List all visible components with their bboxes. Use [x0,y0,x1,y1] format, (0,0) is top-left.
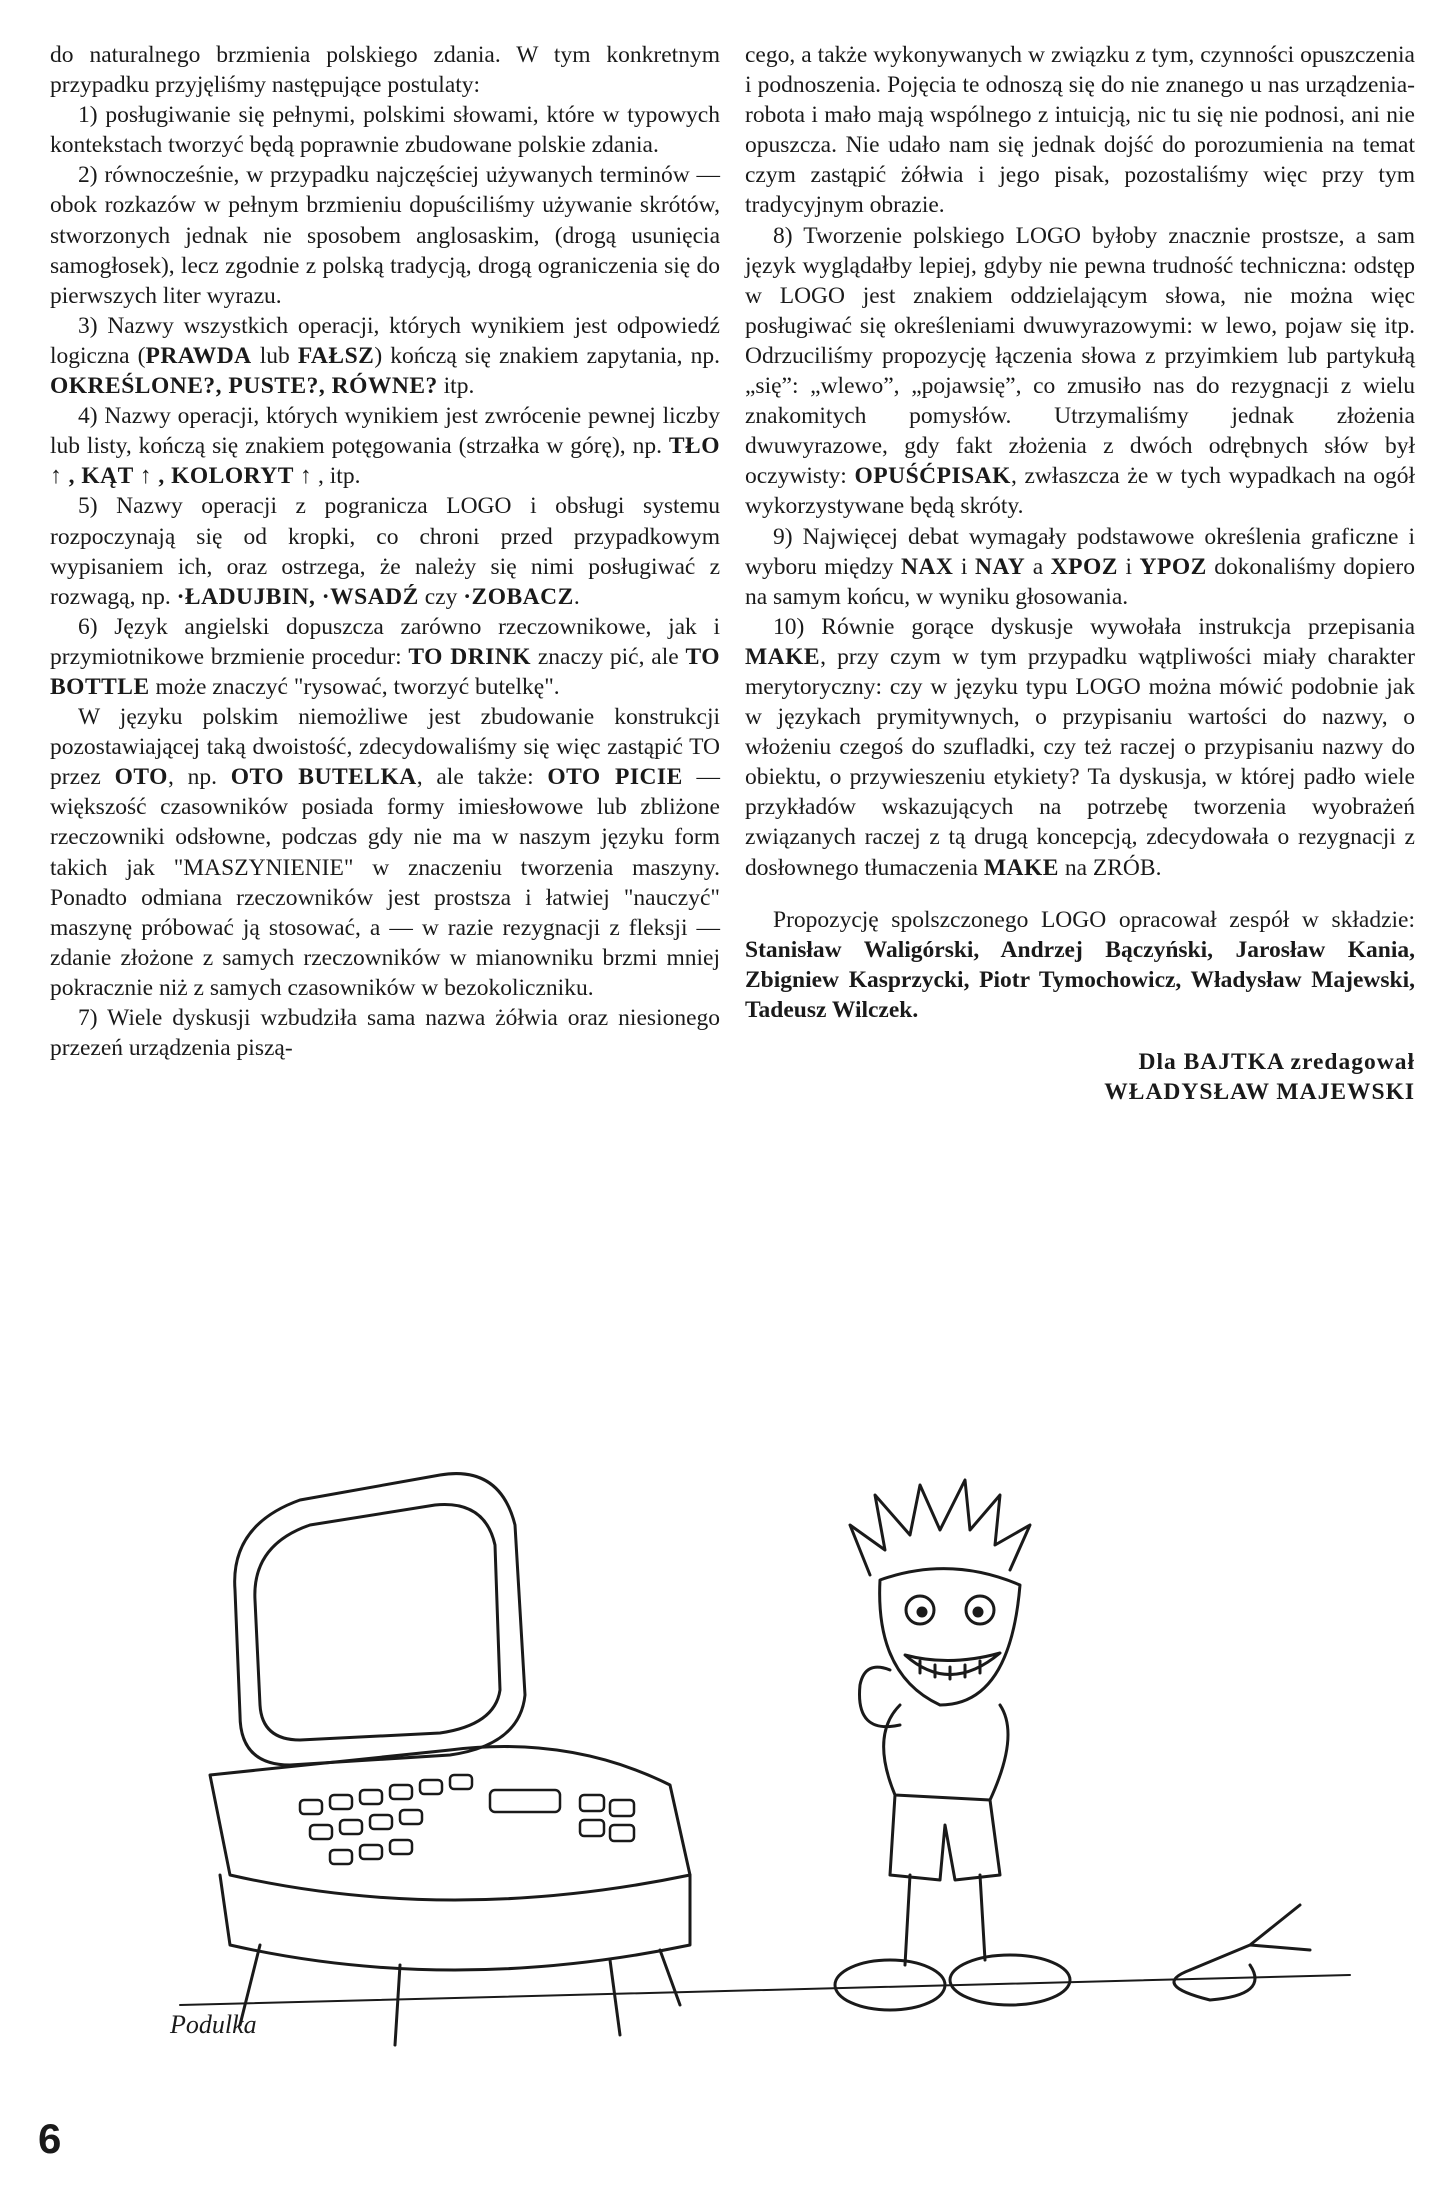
paragraph: 1) posługiwanie się pełnymi, polskimi słowami, które w typowych kontekstach tworzyć będą poprawnie zbudowane polskie zdania. [50,102,720,159]
signature-line: Dla BAJTKA zredagował [1138,1049,1415,1075]
paragraph: cego, a także wykonywanych w związku z tym, czynności opuszczenia i podnoszenia. Pojęcia te odnoszą się do nie znanego u nas urządzenia-robota i mało mają wspólnego z intuicją, nic tu się nie podnosi, ani nie opuszcza. Nie udało nam się jednak dojść do porozumienia na temat czym zastąpić żółwia i jego pisak, pozostaliśmy więc przy tym tradycyjnym obrazie. [745,42,1415,219]
page-number: 6 [38,2115,62,2162]
team-names: Stanisław Waligórski, Andrzej Bączyński, Jarosław Kania, Zbigniew Kasprzycki, Piotr Tymochowicz, Władysław Majewski, Tadeusz Wilczek. [745,936,1415,1023]
boy-character-icon [835,1480,1070,2010]
paragraph: do naturalnego brzmienia polskiego zdania. W tym konkretnym przypadku przyjęliśmy następujące postulaty: [50,42,720,99]
paragraph: 6) Język angielski dopuszcza zarówno rzeczownikowe, jak i przymiotnikowe brzmienie procedur: TO DRINK znaczy pić, ale TO BOTTLE może znaczyć "rysować, tworzyć butelkę". [50,613,720,700]
paragraph: 7) Wiele dyskusji wzbudziła sama nazwa żółwia oraz niesionego przezeń urządzenia piszą- [50,1005,720,1062]
paragraph: 5) Nazwy operacji z pogranicza LOGO i obsługi systemu rozpoczynają się od kropki, co chroni przed przypadkowym wypisaniem ich, oraz ostrzega, że należy się nimi posługiwać z rozwagą, np. ·ŁADUJBIN, ·WSADŹ czy ·ZOBACZ. [50,493,720,610]
paragraph: W języku polskim niemożliwe jest zbudowanie konstrukcji pozostawiającej taką dwoistość, zdecydowaliśmy się więc zastąpić TO przez OTO, np. OTO BUTELKA, ale także: OTO PICIE — większość czasowników posiada formy imiesłowowe lub zbliżone rzeczowniki odsłowne, podczas gdy nie ma w naszym języku form takich jak "MASZYNIENIE" w znaczeniu tworzenia maszyny. Ponadto odmiana rzeczowników jest prostsza i łatwiej "nauczyć" maszynę próbować ją stosować, a — w razie rezygnacji z fleksji — zdanie złożone z samych rzeczowników w mianowniku brzmi mniej pokracznie niż z samych czasowników w bezokoliczniku. [50,704,721,1001]
computer-terminal-icon [180,1474,1350,2045]
paragraph: 3) Nazwy wszystkich operacji, których wynikiem jest odpowiedź logiczna (PRAWDA lub FAŁSZ) kończą się znakiem zapytania, np. OKREŚLONE?, PUSTE?, RÓWNE? itp. [50,312,720,400]
paragraph: 10) Równie gorące dyskusje wywołała instrukcja przepisania MAKE, przy czym w tym przypadku wątpliwości miały charakter merytoryczny: czy w języku typu LOGO można mówić podobnie jak w językach prymitywnych, o przypisaniu wartości do nazwy, o włożeniu czegoś do szufladki, czy też raczej o przypisaniu nazwy do obiektu, o przywieszeniu etykiety? Ta dyskusja, w której padło wiele przykładów wskazujących na potrzebę tworzenia wyobrażeń związanych raczej z tą drugą koncepcją, zdecydowała o rezygnacji z dosłownego tłumaczenia MAKE na ZRÓB. [745,613,1415,881]
cartoon-illustration [150,1405,1380,2055]
paragraph: 2) równocześnie, w przypadku najczęściej używanych terminów — obok rozkazów w pełnym brzmieniu dopuściliśmy używanie skrótów, stworzonych jednak nie sposobem anglosaskim, (drogą usunięcia samogłosek), lecz zgodnie z polską tradycją, drogą ograniczenia się do pierwszych liter wyrazu. [50,162,720,309]
paragraph: 9) Najwięcej debat wymagały podstawowe określenia graficzne i wyboru między NAX i NAY a XPOZ i YPOZ dokonaliśmy dopiero na samym końcu, w wyniku głosowania. [745,523,1415,610]
right-column [745,40,1415,1107]
artist-signature: Podulka [170,2010,257,2039]
paragraph: 4) Nazwy operacji, których wynikiem jest zwrócenie pewnej liczby lub listy, kończą się znakiem potęgowania (strzałka w górę), np. TŁO ↑ , KĄT ↑ , KOLORYT ↑ , itp. [50,403,720,490]
slingshot-icon [1174,1905,1310,2000]
credits-paragraph: Propozycję spolszczonego LOGO opracował zespół w składzie: Stanisław Waligórski, Andrzej Bączyński, Jarosław Kania, Zbigniew Kasprzycki, Piotr Tymochowicz, Władysław Majewski, Tadeusz Wilczek. [745,906,1415,1023]
author-name: WŁADYSŁAW MAJEWSKI [1104,1079,1415,1106]
paragraph: 8) Tworzenie polskiego LOGO byłoby znacznie prostsze, a sam język wyglądałby lepiej, gdyby nie pewna trudność techniczna: odstęp w LOGO jest znakiem oddzielającym słowa, nie można więc posługiwać się określeniami dwuwyrazowymi: w lewo, pojaw się itp. Odrzuciliśmy propozycję łączenia słowa z przyimkiem lub partykułą „się”: „wlewo”, „pojawsię”, co zmusiło nas do rezygnacji z wielu znakomitych pomysłów. Utrzymaliśmy jednak złożenia dwuwyrazowe, gdy fakt złożenia z dwóch odrębnych słów był oczywisty: OPUŚĆPISAK, zwłaszcza że w tych wypadkach na ogół wykorzystywane będą skróty. [745,222,1415,520]
left-column [50,40,720,1063]
